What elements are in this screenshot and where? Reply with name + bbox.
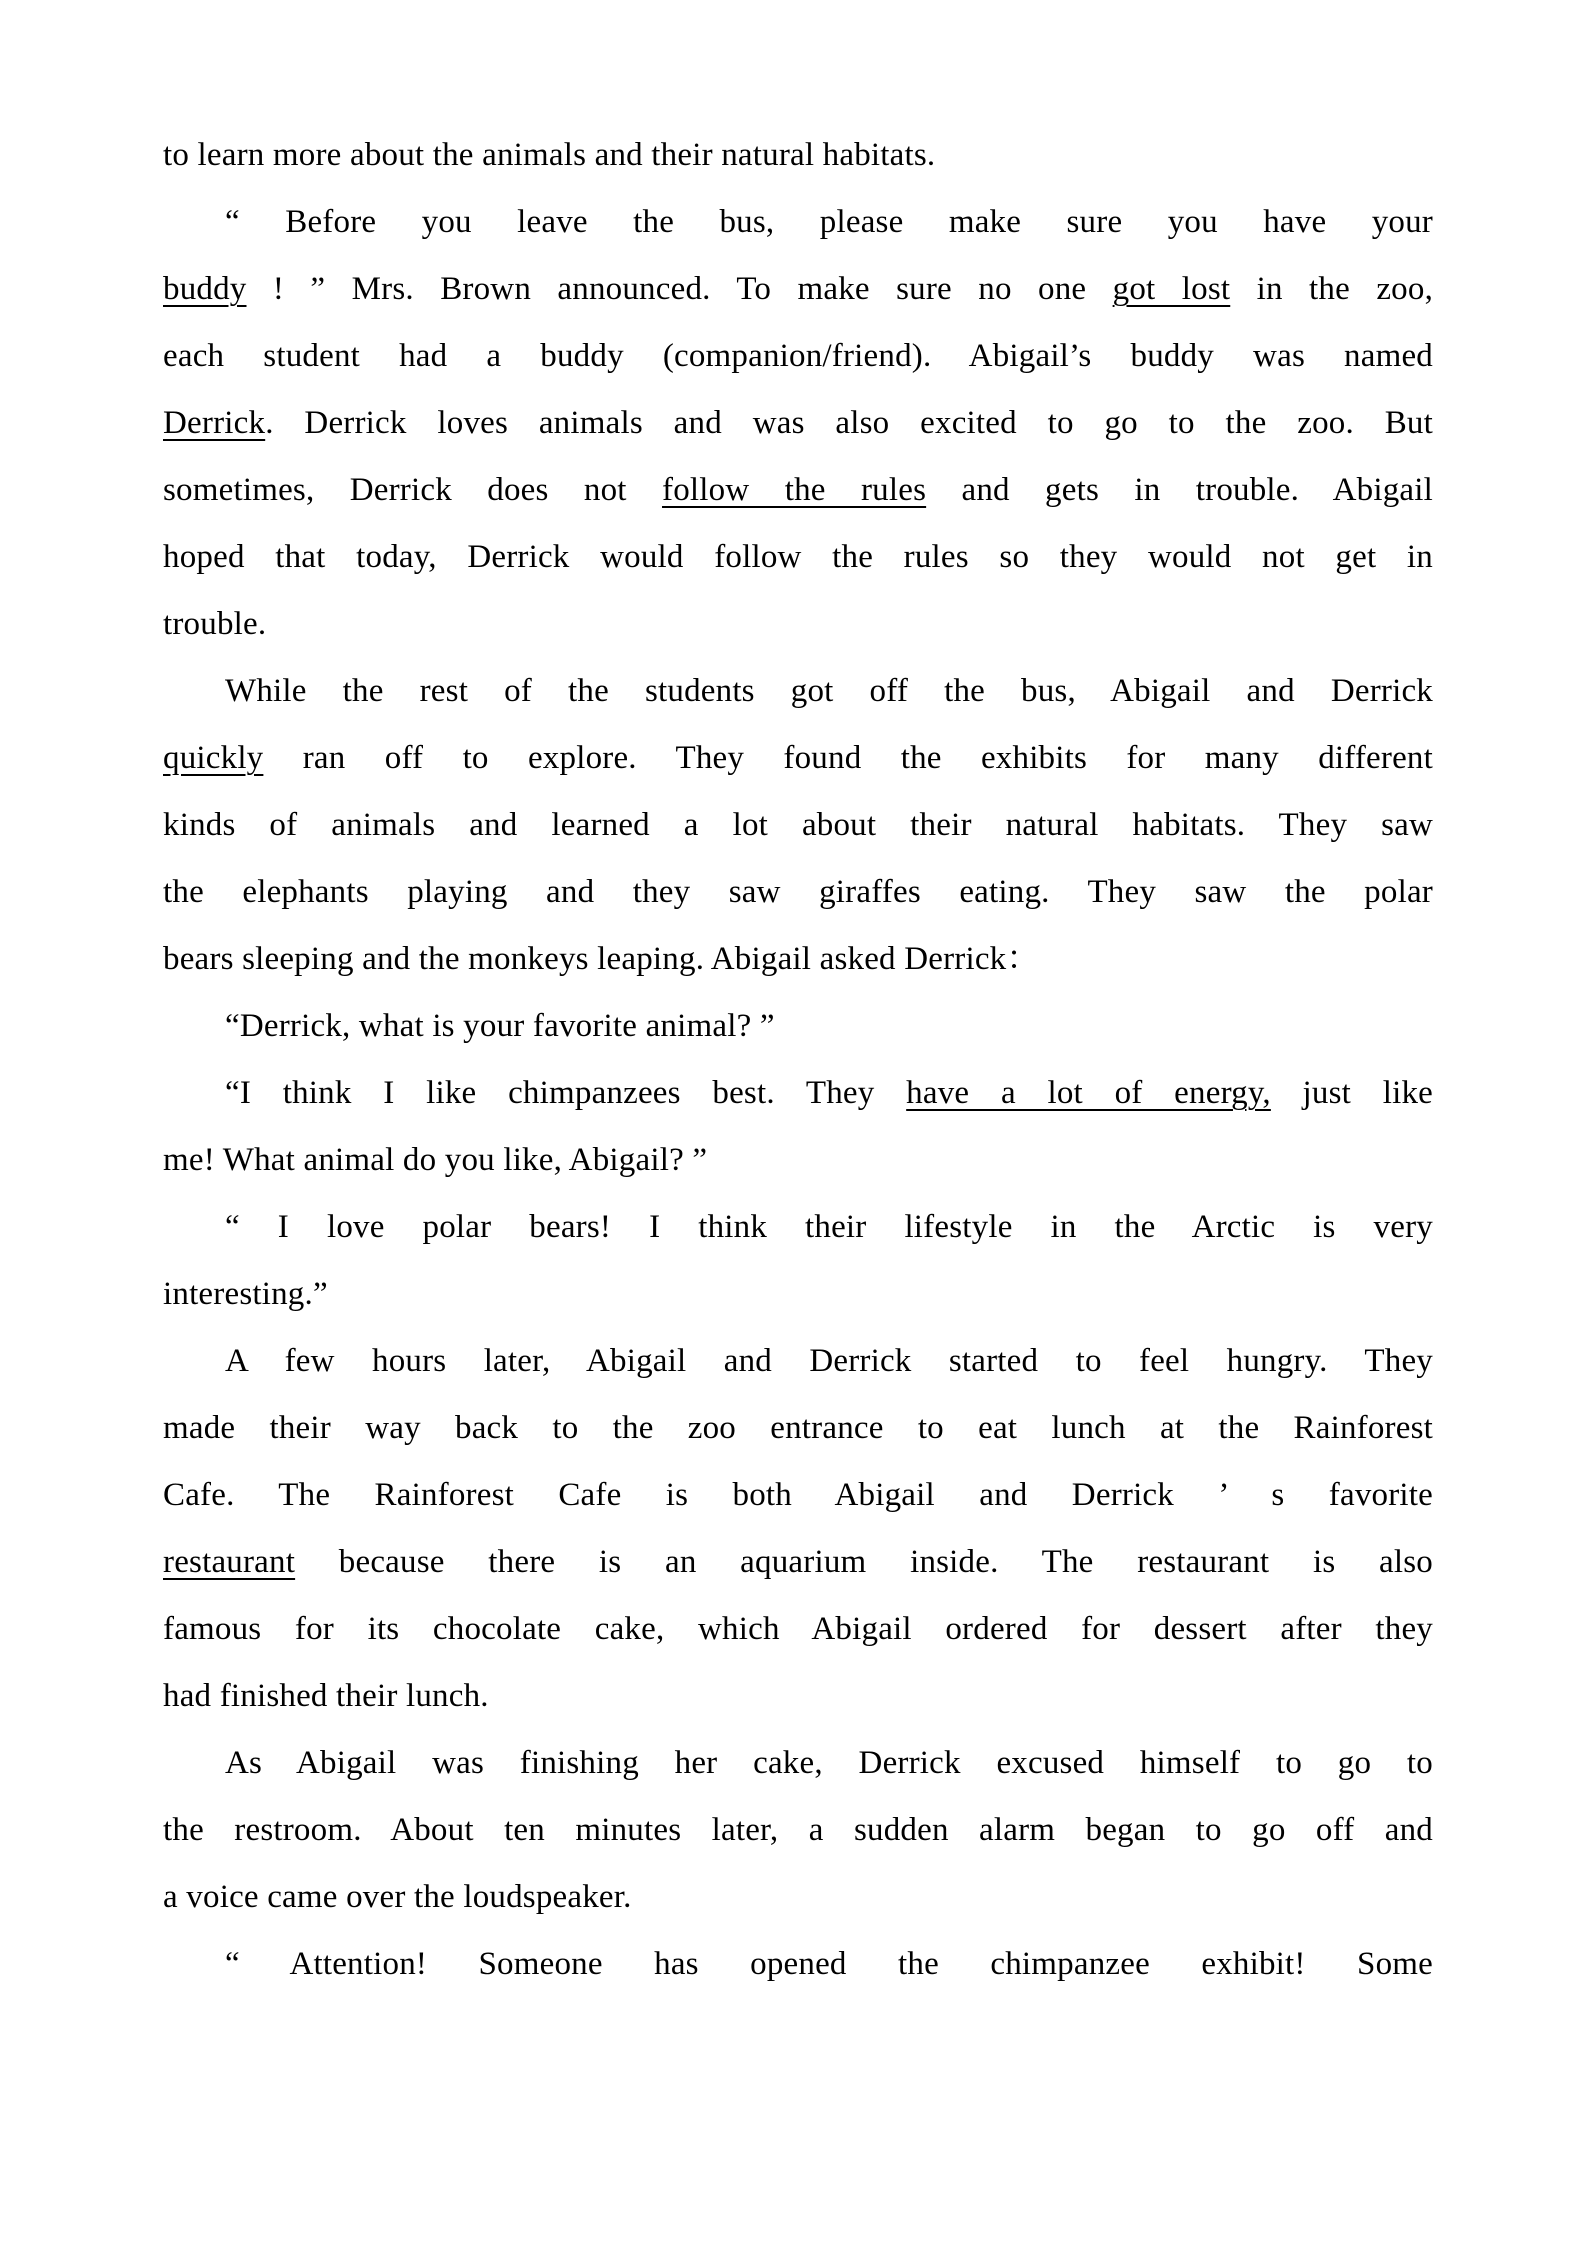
text-run: As Abigail was finishing her cake, Derrick excused himself to go to — [225, 1745, 1433, 1781]
text-line — [163, 1395, 1433, 1462]
text-line — [163, 1663, 1433, 1730]
text-line — [163, 524, 1433, 591]
underlined-text: Derrick — [163, 405, 266, 441]
text-run: in the zoo, — [1230, 271, 1434, 307]
text-line — [163, 189, 1433, 256]
underlined-text: got lost — [1112, 271, 1231, 307]
underlined-text: quickly — [163, 740, 264, 776]
text-line — [163, 1462, 1433, 1529]
text-line — [163, 1328, 1433, 1395]
text-run: trouble. — [163, 606, 267, 642]
text-line — [163, 1596, 1433, 1663]
text-run: “Derrick, what is your favorite animal? ” — [225, 1008, 775, 1044]
text-line — [163, 591, 1433, 658]
text-run: and gets in trouble. Abigail — [926, 472, 1433, 508]
text-line — [163, 1194, 1433, 1261]
text-run: me! What animal do you like, Abigail? ” — [163, 1142, 708, 1178]
text-line — [163, 1261, 1433, 1328]
text-run: the elephants playing and they saw giraffes eating. They saw the polar — [163, 874, 1433, 910]
text-line — [163, 1529, 1433, 1596]
text-run: “ I love polar bears! I think their lifestyle in the Arctic is very — [225, 1209, 1433, 1245]
text-run: had finished their lunch. — [163, 1678, 489, 1714]
text-line — [163, 725, 1433, 792]
text-run: bears sleeping and the monkeys leaping. Abigail asked Derrick： — [163, 941, 1040, 977]
text-run: hoped that today, Derrick would follow the rules so they would not get in — [163, 539, 1433, 575]
text-line — [163, 122, 1433, 189]
text-run: to learn more about the animals and their natural habitats. — [163, 137, 936, 173]
text-run: Cafe. The Rainforest Cafe is both Abigail and Derrick ’ s favorite — [163, 1477, 1433, 1513]
text-run: a voice came over the loudspeaker. — [163, 1879, 632, 1915]
text-line — [163, 390, 1433, 457]
text-run: made their way back to the zoo entrance to eat lunch at the Rainforest — [163, 1410, 1433, 1446]
text-line — [163, 457, 1433, 524]
text-run: “ Attention! Someone has opened the chimpanzee exhibit! Some — [225, 1946, 1433, 1982]
text-line — [163, 926, 1433, 993]
text-run: just like — [1270, 1075, 1434, 1111]
text-run: famous for its chocolate cake, which Abigail ordered for dessert after they — [163, 1611, 1433, 1647]
text-line — [163, 1060, 1433, 1127]
underlined-text: buddy — [163, 271, 247, 307]
text-line — [163, 1797, 1433, 1864]
text-run: . Derrick loves animals and was also excited to go to the zoo. But — [265, 405, 1433, 441]
text-line — [163, 256, 1433, 323]
text-line — [163, 859, 1433, 926]
text-run: ! ” Mrs. Brown announced. To make sure no one — [246, 271, 1113, 307]
text-line — [163, 658, 1433, 725]
text-line — [163, 1730, 1433, 1797]
underlined-text: follow the rules — [662, 472, 927, 508]
text-run: A few hours later, Abigail and Derrick started to feel hungry. They — [225, 1343, 1433, 1379]
text-line — [163, 1864, 1433, 1931]
text-run: interesting.” — [163, 1276, 328, 1312]
text-run: ran off to explore. They found the exhibits for many different — [263, 740, 1433, 776]
text-line — [163, 323, 1433, 390]
text-run: because there is an aquarium inside. The restaurant is also — [295, 1544, 1433, 1580]
document-page — [163, 122, 1433, 1998]
text-line — [163, 792, 1433, 859]
text-run: sometimes, Derrick does not — [163, 472, 663, 508]
text-line — [163, 1127, 1433, 1194]
text-run: each student had a buddy (companion/friend). Abigail’s buddy was named — [163, 338, 1433, 374]
text-line — [163, 1931, 1433, 1998]
underlined-text: restaurant — [163, 1544, 296, 1580]
text-run: “I think I like chimpanzees best. They — [225, 1075, 907, 1111]
text-run: “ Before you leave the bus, please make sure you have your — [225, 204, 1433, 240]
text-run: kinds of animals and learned a lot about their natural habitats. They saw — [163, 807, 1433, 843]
text-run: the restroom. About ten minutes later, a sudden alarm began to go off and — [163, 1812, 1433, 1848]
underlined-text: have a lot of energy, — [906, 1075, 1271, 1111]
text-line — [163, 993, 1433, 1060]
text-run: While the rest of the students got off the bus, Abigail and Derrick — [225, 673, 1433, 709]
